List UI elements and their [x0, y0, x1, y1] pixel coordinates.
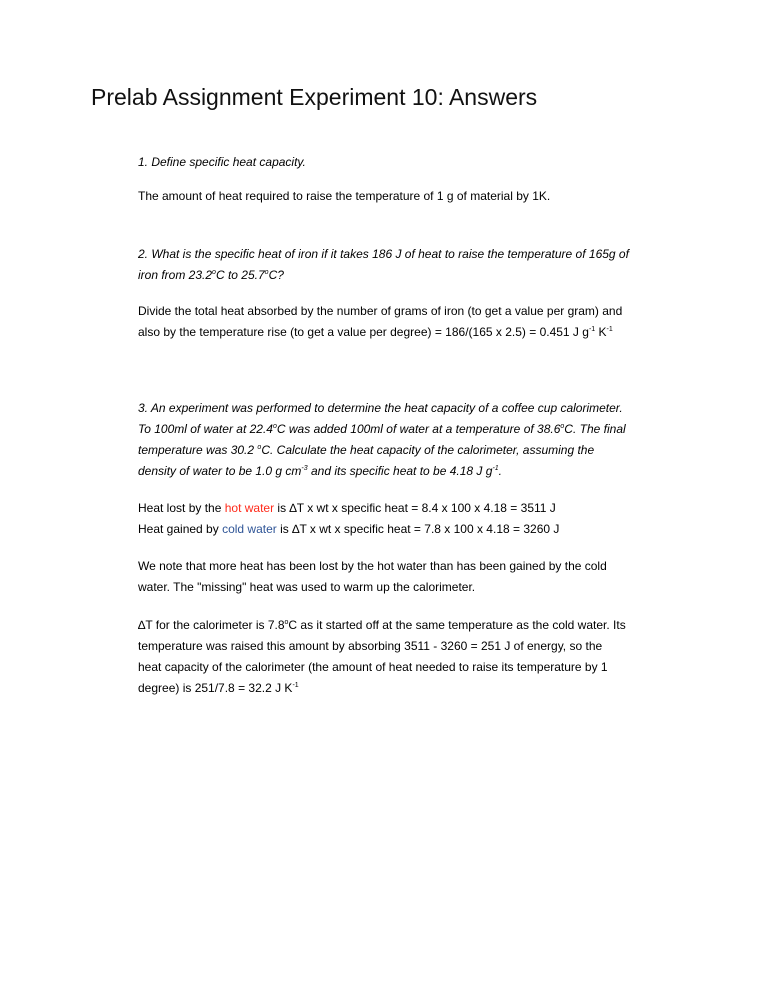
- heat-lost-line: Heat lost by the hot water is ∆T x wt x specific heat = 8.4 x 100 x 4.18 = 3511 J: [138, 501, 556, 515]
- cold-water-label: cold water: [222, 522, 277, 536]
- degree-sup: o: [212, 269, 216, 276]
- final-line-1: ∆T for the calorimeter is 7.8$^o$C as it started off at the same temperature as the cold water. Its: [138, 618, 626, 632]
- final-paragraph: [138, 615, 698, 699]
- final-line-2: temperature was raised this amount by absorbing 3511 - 3260 = 251 J of energy, so the: [138, 639, 603, 653]
- answer-1-block: [138, 186, 698, 207]
- question-3-line-4: density of water to be 1.0 g $cm^{-3}$ and its specific heat to be 4.18 J $g^{-1}$.: [138, 464, 503, 478]
- final-line-3: heat capacity of the calorimeter (the amount of heat needed to raise its temperature by 1: [138, 660, 608, 674]
- degree-sup: o: [264, 269, 269, 276]
- final-line-4: degree) is 251/7.8 = 32.2 J $K^{-1}$: [138, 681, 299, 695]
- question-3: [138, 398, 698, 482]
- question-2: [138, 244, 698, 286]
- heat-calculations: [138, 498, 698, 540]
- page-title: Prelab Assignment Experiment 10: Answers: [91, 84, 538, 110]
- answer-2: [138, 301, 698, 343]
- question-3-line-2: To 100ml of water at 22.4$^o$C was added 100ml of water at a temperature of 38.6$^o$C. The final: [138, 422, 626, 436]
- question-3-line-1: 3. An experiment was performed to determine the heat capacity of a coffee cup calorimeter.: [138, 401, 623, 415]
- exponent-sup: -1: [606, 326, 613, 333]
- answer-1: The amount of heat required to raise the temperature of 1 g of material by 1K.: [138, 189, 551, 203]
- question-1: 1. Define specific heat capacity.: [138, 155, 306, 169]
- question-1-block: [138, 152, 698, 173]
- answer-2-line-2: also by the temperature rise (to get a value per degree) = 186/(165 x 2.5) = 0.451 J $g^{-1}$ $K^{-1}$: [138, 325, 613, 339]
- hot-water-label: hot water: [224, 501, 275, 515]
- note-line-2: water. The "missing" heat was used to warm up the calorimeter.: [138, 580, 476, 594]
- note-paragraph: [138, 556, 698, 598]
- exponent-sup: -1: [588, 326, 596, 333]
- answer-2-line-1: Divide the total heat absorbed by the number of grams of iron (to get a value per gram) and: [138, 304, 623, 318]
- question-3-line-3: temperature was 30.2 $^o$C. Calculate the heat capacity of the calorimeter, assuming the: [138, 443, 595, 457]
- heat-gained-line: Heat gained by cold water is ∆T x wt x specific heat = 7.8 x 100 x 4.18 = 3260 J: [138, 522, 560, 536]
- question-2-line-2: iron from 23.2$^o$C to 25.7$^o$C?: [138, 268, 284, 282]
- note-line-1: We note that more heat has been lost by the hot water than has been gained by the cold: [138, 559, 607, 573]
- question-2-line-1: 2. What is the specific heat of iron if it takes 186 J of heat to raise the temperature of 165g of: [138, 247, 629, 261]
